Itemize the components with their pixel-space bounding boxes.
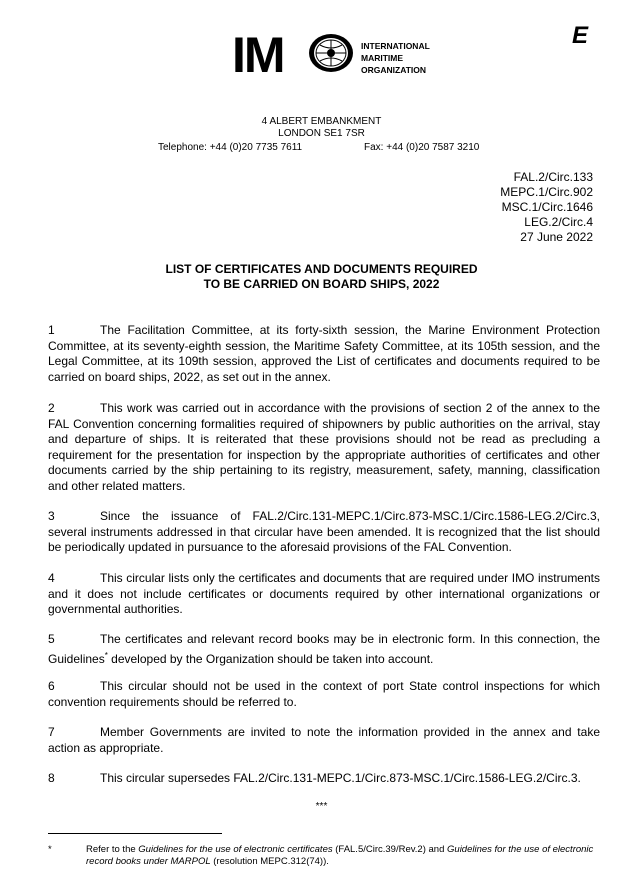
footnote-mark: * (48, 844, 52, 855)
paragraph-5: 5 The certificates and relevant record books may be in electronic form. In this connection, the Guidelines* developed by the Organization should be taken into account. (48, 632, 600, 666)
paragraph-8: 8 This circular supersedes FAL.2/Circ.131-MEPC.1/Circ.873-MSC.1/Circ.1586-LEG.2/Circ.3. (48, 771, 581, 785)
ref-fal: FAL.2/Circ.133 (513, 170, 593, 184)
imo-emblem-icon (308, 33, 354, 78)
paragraph-4: 4 This circular lists only the certificates and documents that are required under IMO instruments and it does not include certificates or documents required by other international organizations or governmental authorities. (48, 571, 600, 616)
document-references (500, 170, 593, 245)
language-code: E (572, 22, 589, 49)
fax: Fax: +44 (0)20 7587 3210 (364, 142, 480, 153)
paragraph-1: 1 The Facilitation Committee, at its forty-sixth session, the Marine Environment Protection Committee, at its seventy-eighth session, the Maritime Safety Committee, at its 105th session, and the Legal Committee, at its 109th session, approved the List of certificates and documents required to be carried on board ships, 2022, as set out in the annex. (48, 323, 600, 384)
document-title: LIST OF CERTIFICATES AND DOCUMENTS REQUIRED TO BE CARRIED ON BOARD SHIPS, 2022 (165, 262, 478, 291)
address-line-2: LONDON SE1 7SR (278, 128, 365, 139)
ref-msc: MSC.1/Circ.1646 (501, 200, 593, 214)
paragraph-2: 2 This work was carried out in accordance with the provisions of section 2 of the annex to the FAL Convention concerning formalities required of shipowners by public authorities on the arrival, stay and departure of ships. It is reiterated that these provisions should not be read as precluding a requirement for the presentation for inspection by the appropriate authorities of certificates and other documents carried by the ship pertaining to its registry, measurement, safety, manning, classification and other related matters. (48, 401, 600, 493)
paragraph-3: 3 Since the issuance of FAL.2/Circ.131-MEPC.1/Circ.873-MSC.1/Circ.1586-LEG.2/Circ.3, several instruments addressed in that circular have been amended. It is recognized that the list should be periodically updated in pursuance to the aforesaid provisions of the FAL Convention. (48, 509, 600, 554)
footnote-rule (48, 833, 222, 834)
address-line-1: 4 ALBERT EMBANKMENT (261, 116, 382, 127)
paragraph-6: 6 This circular should not be used in the context of port State control inspections for which convention requirements should be referred to. (48, 679, 600, 709)
ref-mepc: MEPC.1/Circ.902 (500, 185, 593, 199)
footnote-text: Refer to the Guidelines for the use of electronic certificates (FAL.5/Circ.39/Rev.2) and Guidelines for the use of electronic record books under MARPOL (resolution MEPC.312(74)). (86, 844, 594, 867)
telephone: Telephone: +44 (0)20 7735 7611 (158, 142, 303, 153)
organization-name: INTERNATIONAL MARITIME ORGANIZATION (361, 41, 430, 75)
paragraph-7: 7 Member Governments are invited to note the information provided in the annex and take action as appropriate. (48, 725, 600, 755)
footnote (48, 844, 600, 868)
logo-letters-im: IM (232, 27, 284, 83)
document-date: 27 June 2022 (520, 230, 593, 244)
section-separator: *** (315, 801, 328, 812)
ref-leg: LEG.2/Circ.4 (524, 215, 593, 229)
